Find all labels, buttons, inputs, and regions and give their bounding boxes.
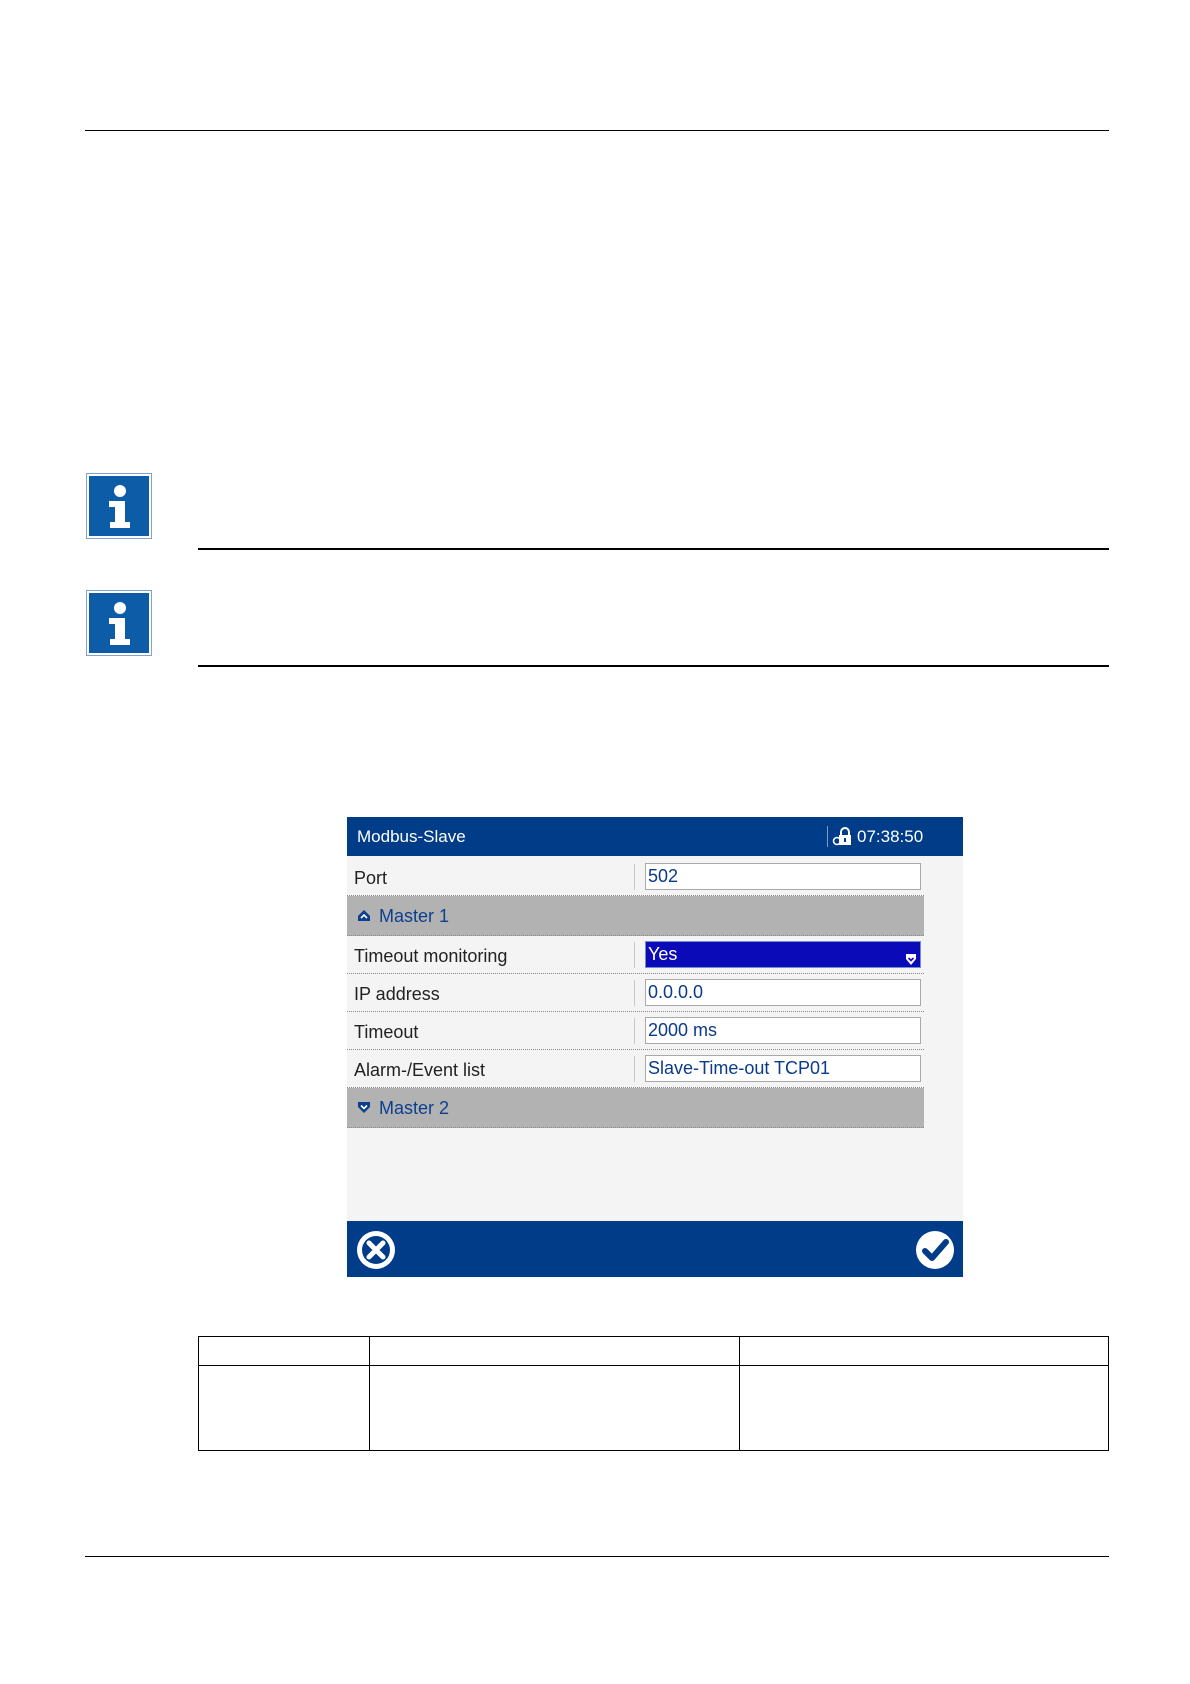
confirm-icon[interactable] — [915, 1230, 955, 1275]
column-divider — [634, 1056, 635, 1082]
master-2-group[interactable] — [347, 1088, 924, 1128]
alarm-event-list-value: Slave-Time-out TCP01 — [648, 1058, 831, 1078]
info-icon — [86, 473, 152, 539]
parameter-table — [198, 1336, 1109, 1451]
timeout-monitoring-value: Yes — [648, 944, 678, 964]
lock-icon — [832, 826, 854, 852]
expand-down-icon — [357, 1101, 371, 1119]
table-cell — [370, 1366, 740, 1451]
collapse-up-icon — [357, 909, 371, 927]
title-separator — [827, 826, 828, 847]
alarm-event-list-label: Alarm-/Event list — [354, 1060, 486, 1080]
ip-address-value: 0.0.0.0 — [648, 982, 704, 1002]
title-bar — [347, 817, 963, 856]
info-icon — [86, 590, 152, 656]
column-divider — [634, 980, 635, 1006]
ip-address-label: IP address — [354, 984, 440, 1004]
ip-address-field[interactable] — [645, 979, 921, 1006]
table-cell — [199, 1337, 370, 1366]
note-rule-1 — [198, 548, 1109, 550]
master-1-label: Master 1 — [379, 906, 450, 926]
alarm-event-list-row — [347, 1050, 924, 1088]
cancel-icon[interactable] — [356, 1230, 396, 1275]
column-divider — [634, 1018, 635, 1044]
table-cell — [370, 1337, 740, 1366]
column-divider — [634, 864, 635, 890]
timeout-label: Timeout — [354, 1022, 419, 1042]
port-field[interactable] — [645, 863, 921, 890]
timeout-monitoring-select[interactable] — [645, 941, 921, 968]
window-title: Modbus-Slave — [357, 827, 466, 846]
footer-rule — [85, 1556, 1109, 1557]
table-header-row — [199, 1337, 1109, 1366]
modbus-slave-screen — [347, 817, 963, 1277]
master-1-group[interactable] — [347, 896, 924, 936]
port-label: Port — [354, 868, 388, 888]
alarm-event-list-field[interactable] — [645, 1055, 921, 1082]
dropdown-arrow-icon[interactable] — [905, 948, 917, 973]
table-row — [199, 1366, 1109, 1451]
table-cell — [199, 1366, 370, 1451]
header-rule — [85, 130, 1109, 131]
footer-bar — [347, 1221, 963, 1277]
table-cell — [740, 1366, 1109, 1451]
ip-address-row — [347, 974, 924, 1012]
timeout-monitoring-row — [347, 936, 924, 974]
master-2-label: Master 2 — [379, 1098, 450, 1118]
port-value: 502 — [648, 866, 679, 886]
table-cell — [740, 1337, 1109, 1366]
note-rule-2 — [198, 665, 1109, 667]
clock: 07:38:50 — [857, 827, 924, 846]
port-row — [347, 858, 924, 896]
timeout-monitoring-label: Timeout monitoring — [354, 946, 508, 966]
timeout-value: 2000 ms — [648, 1020, 718, 1040]
timeout-row — [347, 1012, 924, 1050]
timeout-field[interactable] — [645, 1017, 921, 1044]
column-divider — [634, 942, 635, 968]
